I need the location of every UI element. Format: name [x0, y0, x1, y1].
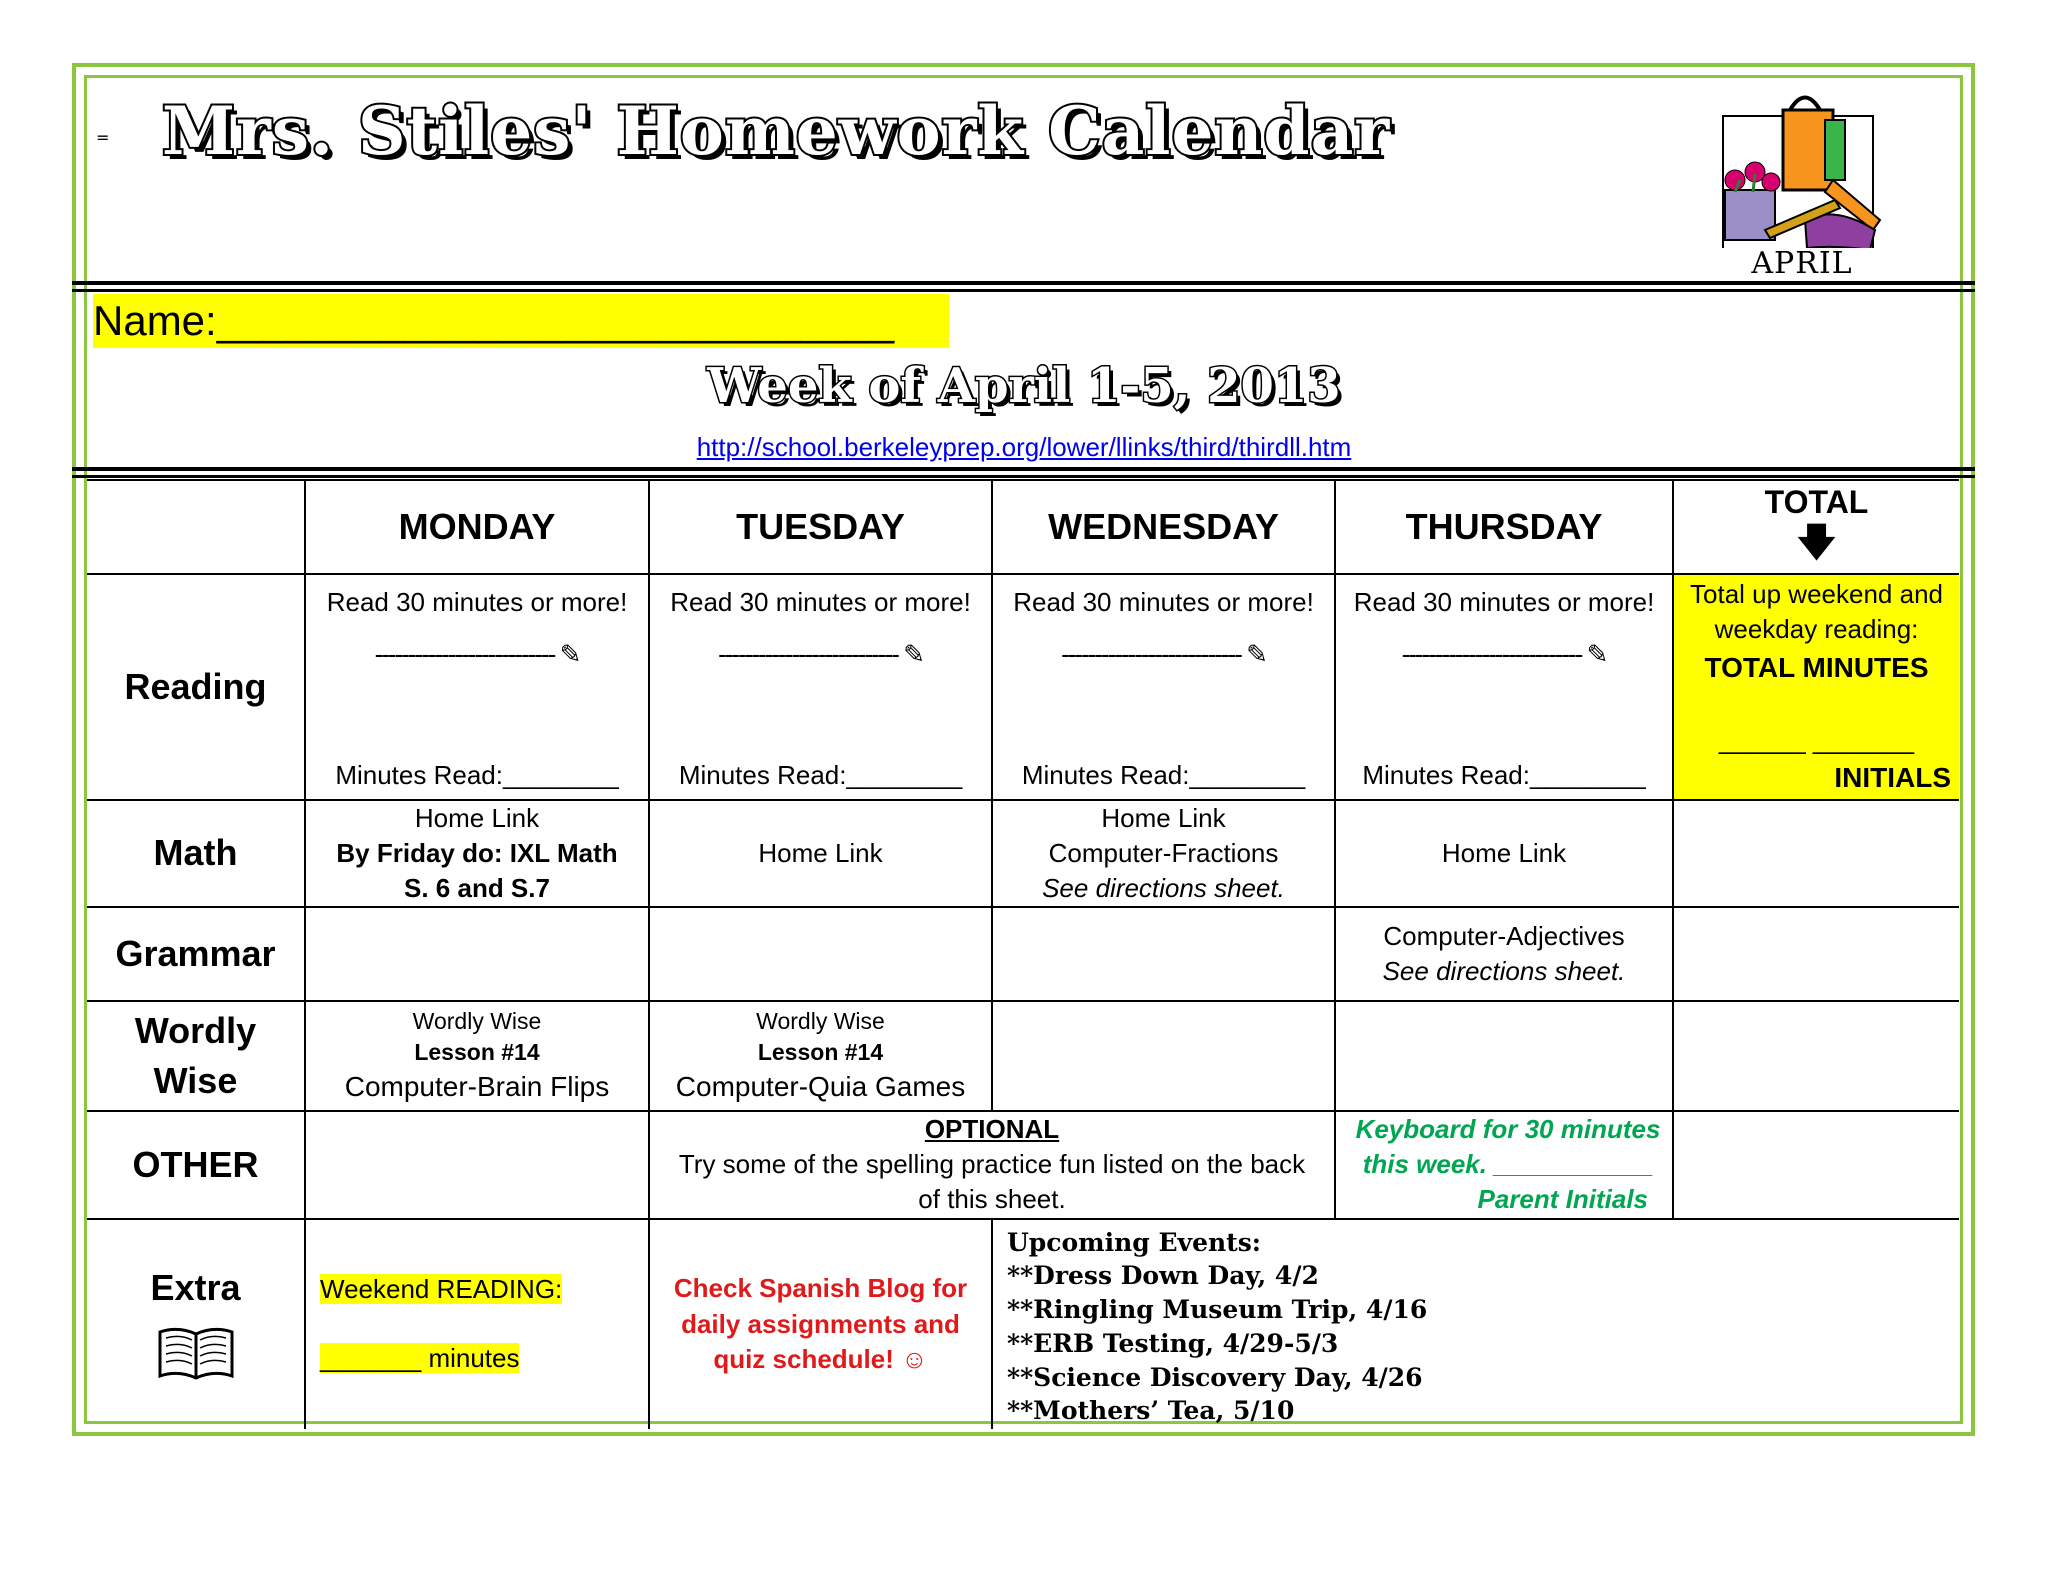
pencil-icon: ✎ — [897, 639, 923, 669]
reading-prompt: Read 30 minutes or more! — [670, 587, 971, 617]
pencil-icon: ✎ — [1240, 639, 1266, 669]
wordly-cell-monday — [305, 1001, 649, 1111]
reading-cell-monday — [305, 574, 649, 800]
total-blanks[interactable]: ______ _______ — [1718, 725, 1915, 755]
name-field[interactable]: Name:_____________________________ — [93, 294, 949, 348]
reading-cell-tuesday — [649, 574, 992, 800]
math-wed-line2: Computer-Fractions — [1048, 838, 1279, 869]
extra-label: Extra — [150, 1266, 241, 1308]
spanish-line2: daily assignments and — [681, 1308, 960, 1339]
column-header-wednesday: WEDNESDAY — [992, 480, 1335, 574]
grammar-row — [87, 907, 1959, 1001]
header-rule-bottom — [72, 467, 1975, 471]
spanish-line3: quiz schedule! ☺ — [713, 1343, 928, 1374]
keyboard-line1: Keyboard for 30 minutes — [1355, 1114, 1661, 1145]
event-item: **ERB Testing, 4/29-5/3 — [1007, 1328, 1339, 1358]
grammar-cell-monday — [305, 907, 649, 1001]
event-item: **Science Discovery Day, 4/26 — [1007, 1362, 1423, 1392]
wordly-tue-line2: Lesson #14 — [757, 1039, 884, 1066]
weekend-minutes-field[interactable]: _______ minutes — [320, 1343, 520, 1374]
wordly-cell-total — [1673, 1001, 1959, 1111]
column-header-total — [1673, 480, 1959, 574]
reading-prompt: Read 30 minutes or more! — [326, 587, 628, 617]
total-header-label: TOTAL — [1764, 484, 1869, 520]
reading-signature-line — [306, 637, 648, 672]
reading-total-cell — [1673, 574, 1959, 800]
math-row — [87, 800, 1959, 907]
row-label-extra — [87, 1219, 305, 1429]
total-minutes-label: TOTAL MINUTES — [1704, 652, 1929, 683]
spanish-blog-cell — [649, 1219, 992, 1429]
row-label-other: OTHER — [87, 1111, 305, 1218]
wordly-cell-thursday — [1335, 1001, 1673, 1111]
other-row — [87, 1111, 1959, 1218]
minutes-read-field[interactable]: Minutes Read:________ — [1362, 759, 1646, 790]
table-header-row — [87, 480, 1959, 574]
spanish-line1: Check Spanish Blog for — [673, 1273, 968, 1304]
math-mon-line2: By Friday do: IXL Math — [336, 838, 618, 869]
open-book-icon — [156, 1324, 236, 1384]
grammar-cell-wednesday — [992, 907, 1335, 1001]
math-mon-line1: Home Link — [414, 803, 540, 833]
wordly-mon-line2: Lesson #14 — [414, 1039, 540, 1066]
event-item: **Mothers’ Tea, 5/10 — [1007, 1396, 1295, 1426]
initials-label: INITIALS — [1834, 762, 1951, 794]
reading-prompt: Read 30 minutes or more! — [1013, 587, 1314, 617]
event-item: **Dress Down Day, 4/2 — [1007, 1261, 1319, 1291]
corner-cell — [87, 480, 305, 574]
reading-signature-line — [1336, 637, 1672, 672]
grammar-cell-tuesday — [649, 907, 992, 1001]
other-optional-cell — [649, 1111, 1335, 1218]
reading-signature-line — [993, 637, 1334, 672]
keyboard-line2[interactable]: this week. ___________ — [1362, 1149, 1654, 1180]
total-instructions — [1674, 577, 1959, 647]
pencil-icon: ✎ — [1581, 639, 1607, 669]
page-title: Mrs. Stiles' Homework Calendar — [162, 92, 1391, 170]
header-rule-bottom-2 — [72, 475, 1975, 478]
week-heading: Week of April 1-5, 2013 — [707, 358, 1341, 414]
extra-row — [87, 1219, 1959, 1429]
row-label-math: Math — [87, 800, 305, 907]
wordly-label-line2: Wise — [153, 1060, 238, 1102]
wordly-tue-line1: Wordly Wise — [756, 1008, 885, 1035]
wordly-wise-row — [87, 1001, 1959, 1111]
other-cell-monday — [305, 1111, 649, 1218]
grammar-cell-thursday — [1335, 907, 1673, 1001]
grammar-thu-line2: See directions sheet. — [1382, 956, 1626, 987]
pencil-icon: ✎ — [554, 639, 580, 669]
total-instructions-line1: Total up weekend and — [1690, 579, 1943, 609]
keyboard-cell — [1335, 1111, 1673, 1218]
optional-title: OPTIONAL — [924, 1114, 1060, 1145]
grammar-thu-line1: Computer-Adjectives — [1383, 921, 1625, 952]
math-cell-wednesday — [992, 800, 1335, 907]
optional-line2: of this sheet. — [918, 1184, 1066, 1215]
wordly-cell-wednesday — [992, 1001, 1335, 1111]
wordly-mon-line1: Wordly Wise — [412, 1008, 542, 1035]
dash-line: --------------------------- — [1061, 639, 1241, 669]
down-arrow-icon: 🡇 — [1796, 522, 1837, 565]
math-mon-line3: S. 6 and S.7 — [404, 873, 550, 904]
wordly-cell-tuesday — [649, 1001, 992, 1111]
math-wed-line3: See directions sheet. — [1042, 873, 1285, 904]
resource-link[interactable]: http://school.berkeleyprep.org/lower/llinks/third/thirdll.htm — [696, 432, 1352, 462]
column-header-monday: MONDAY — [305, 480, 649, 574]
reading-cell-thursday — [1335, 574, 1673, 800]
header-rule-top-2 — [72, 289, 1975, 292]
optional-line1: Try some of the spelling practice fun listed on the back — [678, 1149, 1306, 1180]
wordly-label-line1: Wordly — [134, 1009, 257, 1051]
weekend-reading-cell — [305, 1219, 649, 1429]
dash-line: --------------------------- — [718, 639, 898, 669]
math-wed-line1: Home Link — [1101, 803, 1226, 833]
row-label-grammar: Grammar — [87, 907, 305, 1001]
minutes-read-field[interactable]: Minutes Read:________ — [678, 759, 963, 790]
event-item: **Ringling Museum Trip, 4/16 — [1007, 1295, 1428, 1325]
dash-line: --------------------------- — [1401, 639, 1582, 669]
marker-text: = — [96, 128, 110, 147]
minutes-read-field[interactable]: Minutes Read:________ — [1021, 759, 1306, 790]
homework-calendar-table — [87, 479, 1959, 1429]
wordly-tue-line3: Computer-Quia Games — [675, 1071, 966, 1103]
math-cell-tuesday: Home Link — [649, 800, 992, 907]
dash-line: --------------------------- — [374, 639, 555, 669]
reading-row — [87, 574, 1959, 800]
other-cell-total — [1673, 1111, 1959, 1218]
math-cell-monday — [305, 800, 649, 907]
column-header-thursday: THURSDAY — [1335, 480, 1673, 574]
weekend-reading-label: Weekend READING: — [320, 1273, 563, 1304]
math-cell-total — [1673, 800, 1959, 907]
minutes-read-field[interactable]: Minutes Read:________ — [335, 759, 619, 790]
math-cell-thursday: Home Link — [1335, 800, 1673, 907]
grammar-cell-total — [1673, 907, 1959, 1001]
wordly-mon-line3: Computer-Brain Flips — [344, 1071, 610, 1103]
reading-prompt: Read 30 minutes or more! — [1353, 587, 1655, 617]
row-label-wordly-wise — [87, 1001, 305, 1111]
row-label-reading: Reading — [87, 574, 305, 800]
reading-cell-wednesday — [992, 574, 1335, 800]
clipart-label: APRIL — [1722, 248, 1882, 280]
total-instructions-line2: weekday reading: — [1714, 614, 1919, 645]
column-header-tuesday: TUESDAY — [649, 480, 992, 574]
keyboard-line3: Parent Initials — [1477, 1184, 1648, 1215]
upcoming-events-cell — [992, 1219, 1959, 1429]
reading-signature-line — [650, 637, 991, 672]
events-title: Upcoming Events: — [1007, 1227, 1262, 1257]
header-rule-top — [72, 281, 1975, 285]
